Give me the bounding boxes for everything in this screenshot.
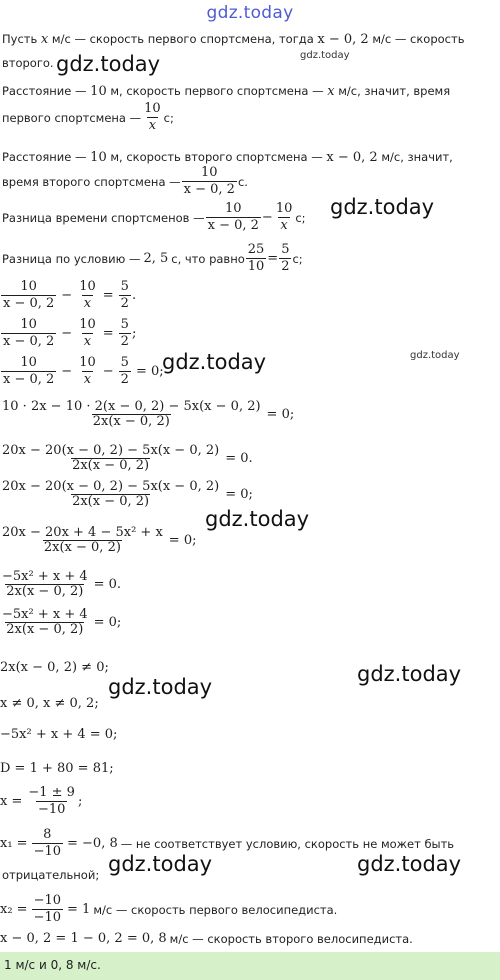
equation-13: [0, 761, 114, 776]
equation-2: [0, 318, 136, 350]
punct: = 0.: [225, 451, 253, 467]
denominator: 2x(x − 0, 2): [72, 458, 150, 474]
lhs: x₁ =: [0, 836, 28, 852]
denominator: x: [83, 334, 92, 350]
text: Расстояние —: [2, 150, 87, 164]
intro-line-2: [2, 56, 54, 70]
fraction: [32, 894, 63, 926]
text: первого спортсмена —: [2, 110, 142, 125]
fraction: [274, 202, 295, 234]
watermark: gdz.today: [108, 675, 213, 699]
operator: −: [61, 326, 73, 342]
watermark: gdz.today: [357, 662, 462, 686]
denominator: x: [83, 372, 92, 388]
denominator: x: [83, 296, 92, 312]
fraction: [246, 243, 267, 275]
text: м/с, значит,: [381, 150, 453, 164]
numerator: 10: [79, 355, 96, 370]
equation-4: [0, 400, 294, 430]
denominator: x − 0, 2: [3, 372, 55, 388]
fraction: [1, 400, 262, 430]
denominator: x − 0, 2: [3, 296, 55, 312]
numerator: 5: [120, 355, 129, 370]
numerator: 10: [20, 355, 37, 370]
watermark: gdz.today: [162, 350, 267, 374]
text: м/с — скорость второго велосипедиста.: [169, 931, 413, 946]
text: с;: [292, 251, 303, 266]
denominator: −10: [33, 910, 62, 926]
punct: .: [131, 288, 137, 304]
fraction: [279, 243, 291, 275]
fraction: [77, 280, 98, 312]
equation-12: [0, 727, 117, 742]
watermark: gdz.today: [357, 852, 462, 876]
operator: −: [261, 209, 273, 225]
text: с;: [163, 110, 174, 125]
numerator: 20x − 20(x − 0, 2) − 5x(x − 0, 2): [2, 479, 220, 494]
math-10: 10: [90, 150, 107, 165]
numerator: 10: [20, 317, 37, 332]
denominator: x − 0, 2: [3, 334, 55, 350]
numerator: 10: [275, 201, 293, 216]
difference-line: [2, 202, 306, 234]
equation-16: [0, 894, 337, 926]
denominator: 2: [120, 372, 129, 388]
intro-line-1: [2, 32, 464, 48]
math-expr: x − 0, 2: [326, 150, 378, 165]
operator: −: [102, 364, 114, 380]
denominator: x: [148, 118, 157, 134]
operator: −: [61, 288, 73, 304]
punct: = 0;: [266, 407, 295, 423]
text: Разница по условию —: [2, 251, 141, 266]
numerator: 5: [120, 279, 129, 294]
numerator: 10: [79, 317, 96, 332]
math-expr: x − 0, 2 = 1 − 0, 2 = 0, 8: [0, 931, 167, 946]
denominator: 10: [247, 259, 265, 275]
numerator: −5x² + x + 4: [2, 569, 88, 584]
denominator: 2: [120, 334, 129, 350]
punct: = 0;: [135, 364, 164, 380]
numerator: 8: [43, 827, 52, 842]
numerator: 10: [144, 101, 161, 116]
math-10: 10: [90, 84, 107, 99]
text: м, скорость второго спортсмена —: [110, 150, 323, 164]
fraction: [1, 570, 89, 600]
fraction: [1, 608, 89, 638]
fraction: [1, 356, 56, 388]
denominator: x: [280, 218, 288, 234]
text: м/с — скорость первого спортсмена, тогда: [51, 32, 314, 46]
watermark: gdz.today: [410, 350, 460, 361]
fraction: [142, 102, 163, 134]
watermark: gdz.today: [300, 50, 350, 61]
answer-text: 1 м/с и 0, 8 м/с.: [4, 958, 101, 972]
punct: ;: [131, 326, 137, 342]
denominator: 2x(x − 0, 2): [92, 414, 170, 430]
equation-1: [0, 280, 136, 312]
denominator: −10: [37, 802, 66, 818]
numerator: −1 ± 9: [28, 785, 75, 800]
text: м/с — скорость первого велосипедиста.: [93, 902, 338, 917]
numerator: −5x² + x + 4: [2, 607, 88, 622]
text: Расстояние —: [2, 84, 87, 98]
fraction: [26, 786, 77, 818]
distance-line-2: [2, 102, 174, 134]
math-rest: = −0, 8: [67, 836, 118, 852]
text: второго.: [2, 56, 54, 70]
denominator: x − 0, 2: [183, 182, 235, 198]
punct: = 0;: [93, 615, 122, 631]
denominator: 2: [281, 259, 290, 275]
text: с;: [295, 210, 306, 225]
fraction: [119, 318, 131, 350]
fraction: [77, 356, 98, 388]
numerator: 10: [224, 201, 242, 216]
numerator: 10: [201, 165, 218, 180]
operator: =: [102, 326, 114, 342]
numerator: −10: [33, 893, 62, 908]
operator: =: [267, 250, 279, 266]
equation-5: [0, 444, 253, 474]
numerator: 10: [20, 279, 37, 294]
equation-11: [0, 696, 99, 711]
math-value: 2, 5: [143, 250, 169, 266]
watermark: gdz.today: [108, 852, 213, 876]
punct: = 0;: [168, 533, 197, 549]
equation-7: [0, 526, 196, 556]
distance2-line-1: [2, 150, 453, 166]
equation-6: [0, 480, 253, 510]
numerator: 10 · 2x − 10 · 2(x − 0, 2) − 5x(x − 0, 2): [2, 399, 261, 414]
math-expr: x − 0, 2: [317, 32, 369, 47]
numerator: 20x − 20(x − 0, 2) − 5x(x − 0, 2): [2, 443, 220, 458]
text: Разница времени спортсменов —: [2, 210, 205, 225]
denominator: 2x(x − 0, 2): [72, 494, 150, 510]
equation-3: [0, 356, 164, 388]
fraction: [1, 526, 164, 556]
fraction: [119, 280, 131, 312]
text: — не соответствует условию, скорость не может быть: [120, 836, 455, 851]
text: м/с — скорость: [372, 32, 465, 46]
numerator: 20x − 20x + 4 − 5x² + x: [2, 525, 163, 540]
numerator: 25: [247, 242, 265, 257]
denominator: 2x(x − 0, 2): [43, 540, 121, 556]
math-line: D = 1 + 80 = 81;: [0, 761, 114, 776]
numerator: 10: [79, 279, 96, 294]
denominator: 2: [120, 296, 129, 312]
equation-10: [0, 660, 109, 675]
watermark: gdz.today: [330, 195, 435, 219]
math-x: x: [327, 84, 335, 99]
watermark: gdz.today: [56, 52, 161, 76]
fraction: [77, 318, 98, 350]
numerator: 5: [120, 317, 129, 332]
watermark: gdz.today: [205, 507, 310, 531]
denominator: x − 0, 2: [207, 218, 259, 234]
distance-line-1: [2, 84, 450, 100]
math-line: 2x(x − 0, 2) ≠ 0;: [0, 660, 109, 675]
punct: = 0;: [225, 487, 253, 503]
text: м/с, значит, время: [338, 84, 451, 98]
equation-14: [0, 786, 82, 818]
equation-15-cont: [2, 868, 99, 882]
equation-8: [0, 570, 121, 600]
lhs: x₂ =: [0, 902, 28, 918]
text: время второго спортсмена —: [2, 174, 181, 189]
operator: =: [102, 288, 114, 304]
math-line: x ≠ 0, x ≠ 0, 2;: [0, 696, 99, 711]
denominator: −10: [33, 844, 62, 860]
text: с, что равно: [171, 251, 245, 266]
fraction: [1, 318, 56, 350]
denominator: 2x(x − 0, 2): [6, 584, 84, 600]
distance2-line-2: [2, 166, 248, 198]
text: с.: [237, 174, 248, 189]
fraction: [182, 166, 237, 198]
text: Пусть: [2, 32, 38, 46]
punct: ;: [77, 794, 83, 810]
punct: = 0.: [93, 577, 122, 593]
math-x: x: [40, 32, 49, 47]
lhs: x =: [0, 794, 23, 810]
math-line: −5x² + x + 4 = 0;: [0, 727, 118, 742]
operator: −: [61, 364, 73, 380]
fraction: [32, 828, 63, 860]
fraction: [1, 444, 220, 474]
fraction: [1, 480, 220, 510]
answer-bar: [0, 952, 500, 980]
condition-line: [2, 243, 303, 275]
numerator: 5: [281, 242, 290, 257]
fraction: [206, 202, 261, 234]
denominator: 2x(x − 0, 2): [6, 622, 84, 638]
fraction: [119, 356, 131, 388]
fraction: [1, 280, 56, 312]
equation-9: [0, 608, 121, 638]
brand-logo[interactable]: gdz.today: [206, 3, 294, 23]
text: м, скорость первого спортсмена —: [110, 84, 324, 98]
math-rest: = 1: [67, 902, 91, 918]
text: отрицательной;: [2, 868, 100, 882]
equation-17: [0, 931, 413, 946]
